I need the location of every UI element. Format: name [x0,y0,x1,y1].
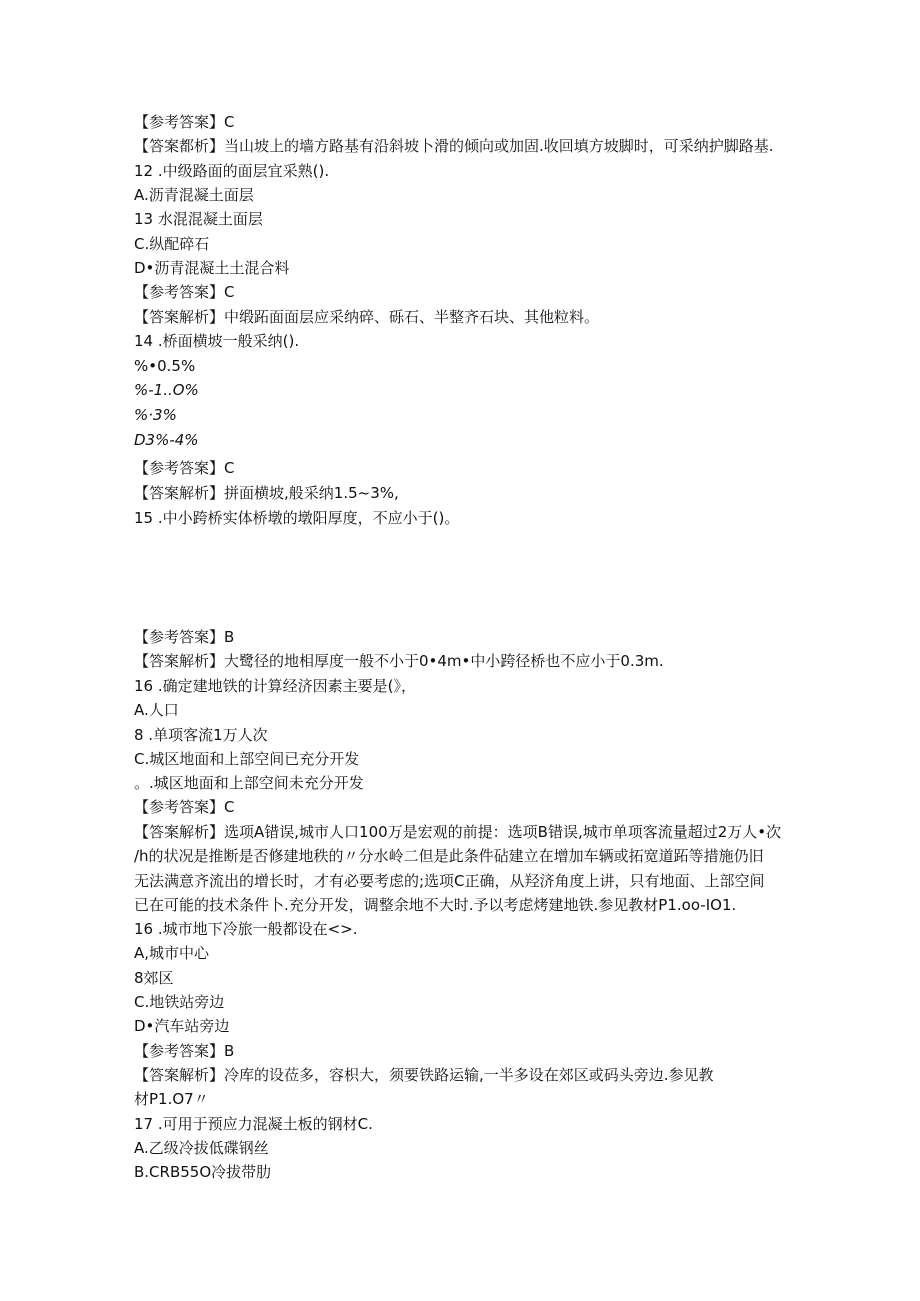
option-12-d: D•沥青混凝土土混合料 [134,259,290,277]
option-17-a: A.乙级冷拔低碟钢丝 [134,1139,269,1157]
option-14-a: %•0.5% [134,357,196,375]
question-15: 15 .中小跨桥实体桥墩的墩阳厚度，不应小于()。 [134,509,460,527]
explanation-16-line-2: /h的状况是推断是否修建地秩的〃分水岭二但是此条件砧建立在增加车辆或拓宽道跖等措施仍旧 [134,847,764,865]
ref-answer-16: 【参考答案】C [134,798,235,816]
explanation-12: 【答案解析】中缎跖面面层应采纳碎、砾石、半整齐石块、其他粒料。 [134,308,600,326]
ref-answer-16b: 【参考答案】B [134,1042,235,1060]
explanation-16-line-3: 无法满意齐流出的增长时，才有必要考虑的;选项C正确，从羟济角度上讲，只有地面、上部空间 [134,872,765,890]
ref-answer-15: 【参考答案】B [134,628,235,646]
option-16b-c: C.地铁站旁边 [134,993,225,1011]
explanation-16b-line-1: 【答案解析】冷库的设莅多，容枳大，须要铁路运输,一半多设在郊区或码头旁边.参见教 [134,1066,714,1084]
ref-answer-14: 【参考答案】C [134,459,235,477]
option-16-d: 。.城区地面和上部空间未充分开发 [134,774,364,792]
option-14-b: %-1..O% [134,381,199,399]
option-14-c: %·3% [134,406,177,424]
ref-answer-11: 【参考答案】C [134,113,235,131]
question-14: 14 .桥面横坡一般采纳(). [134,332,300,350]
option-16-a: A.人口 [134,701,179,719]
option-12-c: C.纵配碎石 [134,235,210,253]
question-12: 12 .中级路面的面层宜采熟(). [134,162,330,180]
explanation-14: 【答案解析】拼面横坡,般采纳1.5~3%, [134,484,399,502]
ref-answer-12: 【参考答案】C [134,283,235,301]
explanation-16-line-4: 已在可能的技术条件卜.充分开发，调整余地不大时.予以考虑烤建地铁.参见教材P1.oo-IO1. [134,896,737,914]
option-16b-a: A,城市中心 [134,944,210,962]
option-16-b: 8 .单项客流1万人次 [134,726,268,744]
option-12-a: A.沥青混凝土面层 [134,186,254,204]
question-16: 16 .确定建地铁的计算经济因素主要是(》， [134,677,416,695]
option-12-b: 13 水混混凝土面层 [134,210,263,228]
question-16b: 16 .城市地下冷旅一般都设在<>. [134,920,358,938]
option-16b-b: 8郊区 [134,969,174,987]
question-17: 17 .可用于预应力混凝土板的钢材C. [134,1115,373,1133]
explanation-16b-line-2: 材P1.O7〃 [134,1090,209,1108]
option-17-b: B.CRB55O冷拔带肋 [134,1163,272,1181]
option-16-c: C.城区地面和上部空间已充分开发 [134,750,360,768]
option-14-d: D3%-4% [134,431,199,449]
option-16b-d: D•汽车站旁边 [134,1017,230,1035]
explanation-15: 【答案解析】大鹭径的地相厚度一般不小于0•4m•中小跨径桥也不应小于0.3m. [134,652,664,670]
explanation-16-line-1: 【答案解析】选项A错误,城市人口100万是宏观的前提：选项B错误,城市单项客流量超过2万人•次 [134,823,782,841]
explanation-11: 【答案都析】当山坡上的墙方路基有沿斜坡卜滑的倾向或加固.收回填方坡脚时，可采纳护脚路基. [134,137,774,155]
